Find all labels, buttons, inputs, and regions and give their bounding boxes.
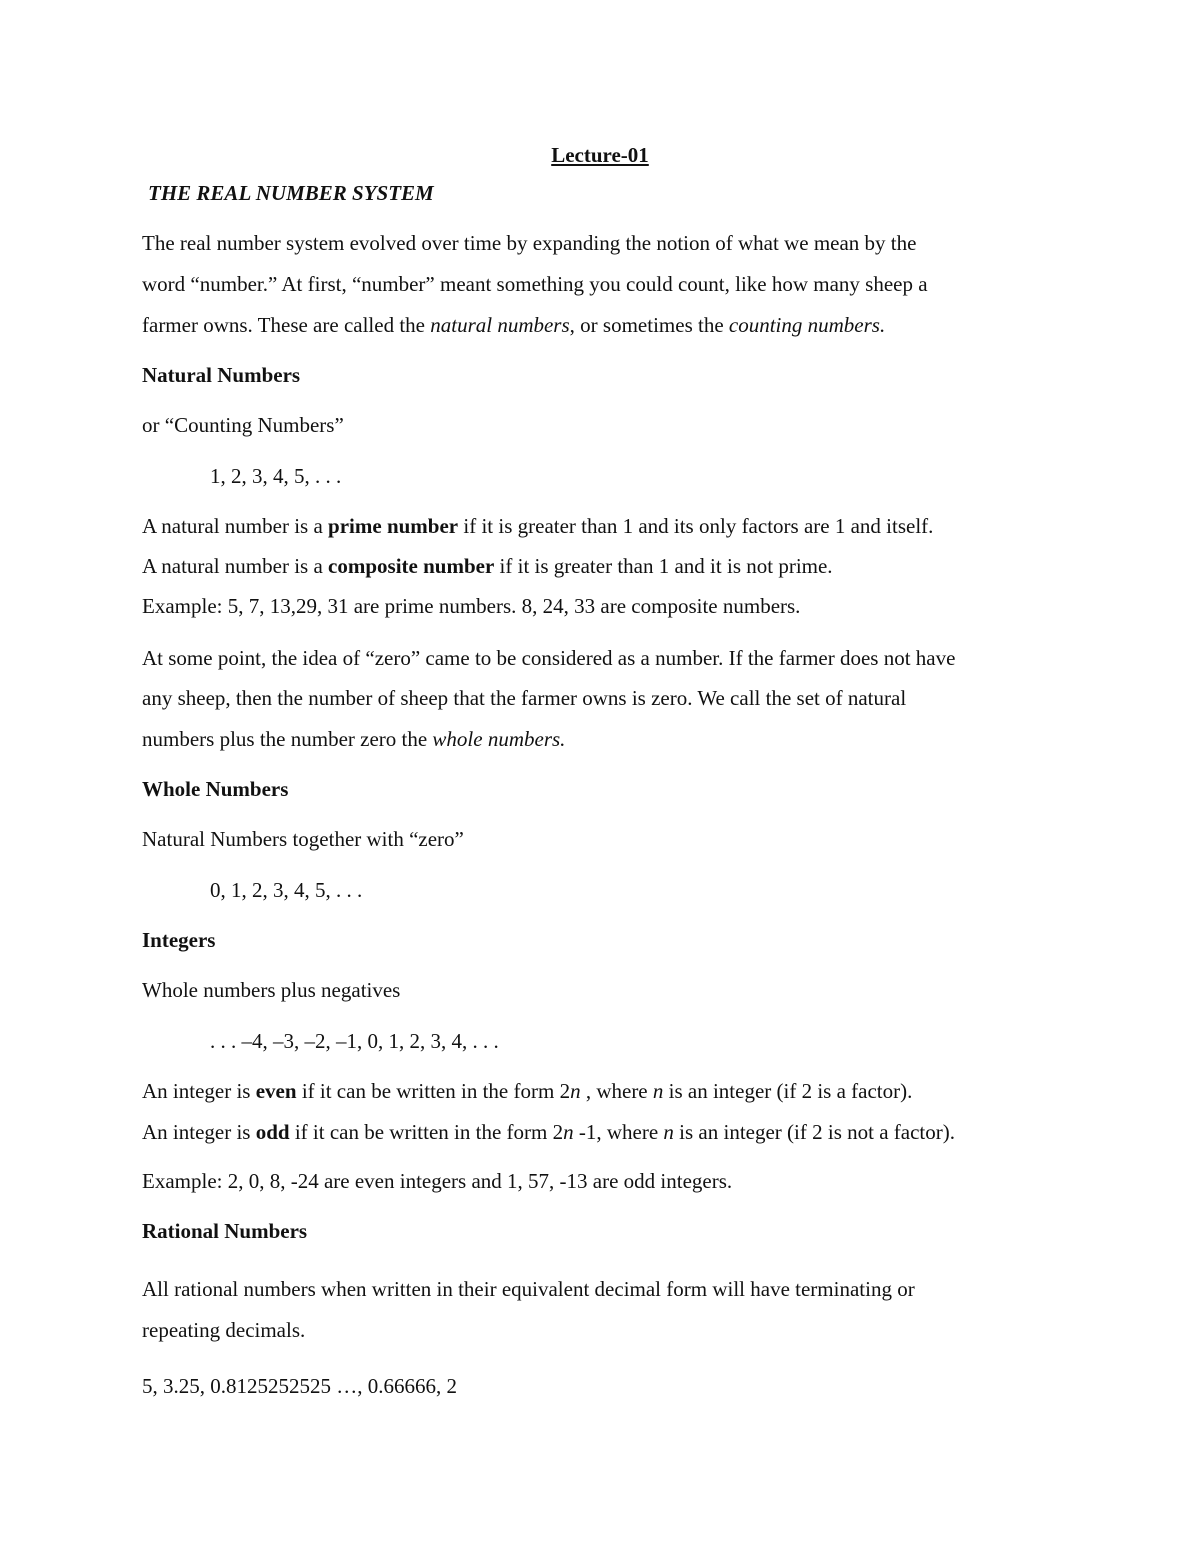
definition-text: An integer is (142, 1079, 256, 1103)
definition-text: -1, where (573, 1120, 664, 1144)
heading-integers: Integers (142, 928, 216, 952)
intro-text: farmer owns. These are called the (142, 313, 431, 337)
whole-description: Natural Numbers together with “zero” (142, 827, 464, 851)
heading-rational-numbers: Rational Numbers (142, 1219, 308, 1243)
term-prime-number: prime number (328, 514, 459, 538)
definition-text: if it is greater than 1 and it is not prime. (494, 554, 833, 578)
rational-examples: 5, 3.25, 0.8125252525 …, 0.66666, 2 (142, 1374, 457, 1398)
natural-example: Example: 5, 7, 13,29, 31 are prime numbers. 8, 24, 33 are composite numbers. (142, 594, 801, 618)
integers-sequence: . . . –4, –3, –2, –1, 0, 1, 2, 3, 4, . . . (210, 1029, 499, 1053)
heading-natural-numbers: Natural Numbers (142, 363, 301, 387)
zero-line-1: At some point, the idea of “zero” came to be considered as a number. If the farmer does not have (142, 646, 956, 670)
variable-n: n (570, 1079, 581, 1103)
definition-text: is an integer (if 2 is not a factor). (673, 1120, 955, 1144)
definition-text: , where (580, 1079, 653, 1103)
rational-line-2: repeating decimals. (142, 1318, 306, 1342)
definition-text: if it can be written in the form 2 (296, 1079, 571, 1103)
even-definition (142, 1081, 912, 1102)
emphasis-natural-numbers: natural numbers (430, 313, 570, 337)
intro-line-3 (142, 315, 885, 336)
zero-line-3 (142, 729, 565, 750)
zero-text: numbers plus the number zero the (142, 727, 433, 751)
integers-description: Whole numbers plus negatives (142, 978, 401, 1002)
integers-example: Example: 2, 0, 8, -24 are even integers and 1, 57, -13 are odd integers. (142, 1169, 733, 1193)
prime-definition (142, 516, 933, 537)
definition-text: A natural number is a (142, 514, 329, 538)
natural-sequence: 1, 2, 3, 4, 5, . . . (210, 464, 342, 488)
heading-whole-numbers: Whole Numbers (142, 777, 289, 801)
rational-line-1: All rational numbers when written in their equivalent decimal form will have terminating or (142, 1277, 915, 1301)
variable-n: n (563, 1120, 574, 1144)
definition-text: An integer is (142, 1120, 256, 1144)
section-title: THE REAL NUMBER SYSTEM (148, 181, 434, 205)
whole-sequence: 0, 1, 2, 3, 4, 5, . . . (210, 878, 363, 902)
term-odd: odd (255, 1120, 290, 1144)
variable-n: n (663, 1120, 674, 1144)
emphasis-whole-numbers: whole numbers. (432, 727, 566, 751)
term-composite-number: composite number (328, 554, 495, 578)
term-even: even (255, 1079, 297, 1103)
intro-line-1: The real number system evolved over time by expanding the notion of what we mean by the (142, 231, 917, 255)
emphasis-counting-numbers: counting numbers. (728, 313, 886, 337)
composite-definition (142, 556, 833, 577)
intro-line-2: word “number.” At first, “number” meant something you could count, like how many sheep a (142, 272, 928, 296)
definition-text: is an integer (if 2 is a factor). (663, 1079, 913, 1103)
definition-text: if it is greater than 1 and its only factors are 1 and itself. (458, 514, 934, 538)
definition-text: A natural number is a (142, 554, 329, 578)
natural-description: or “Counting Numbers” (142, 413, 344, 437)
intro-text: , or sometimes the (569, 313, 729, 337)
variable-n: n (652, 1079, 664, 1103)
page-title: Lecture-01 (551, 143, 649, 167)
definition-text: if it can be written in the form 2 (289, 1120, 564, 1144)
odd-definition (142, 1122, 955, 1143)
zero-line-2: any sheep, then the number of sheep that the farmer owns is zero. We call the set of natural (142, 686, 907, 710)
